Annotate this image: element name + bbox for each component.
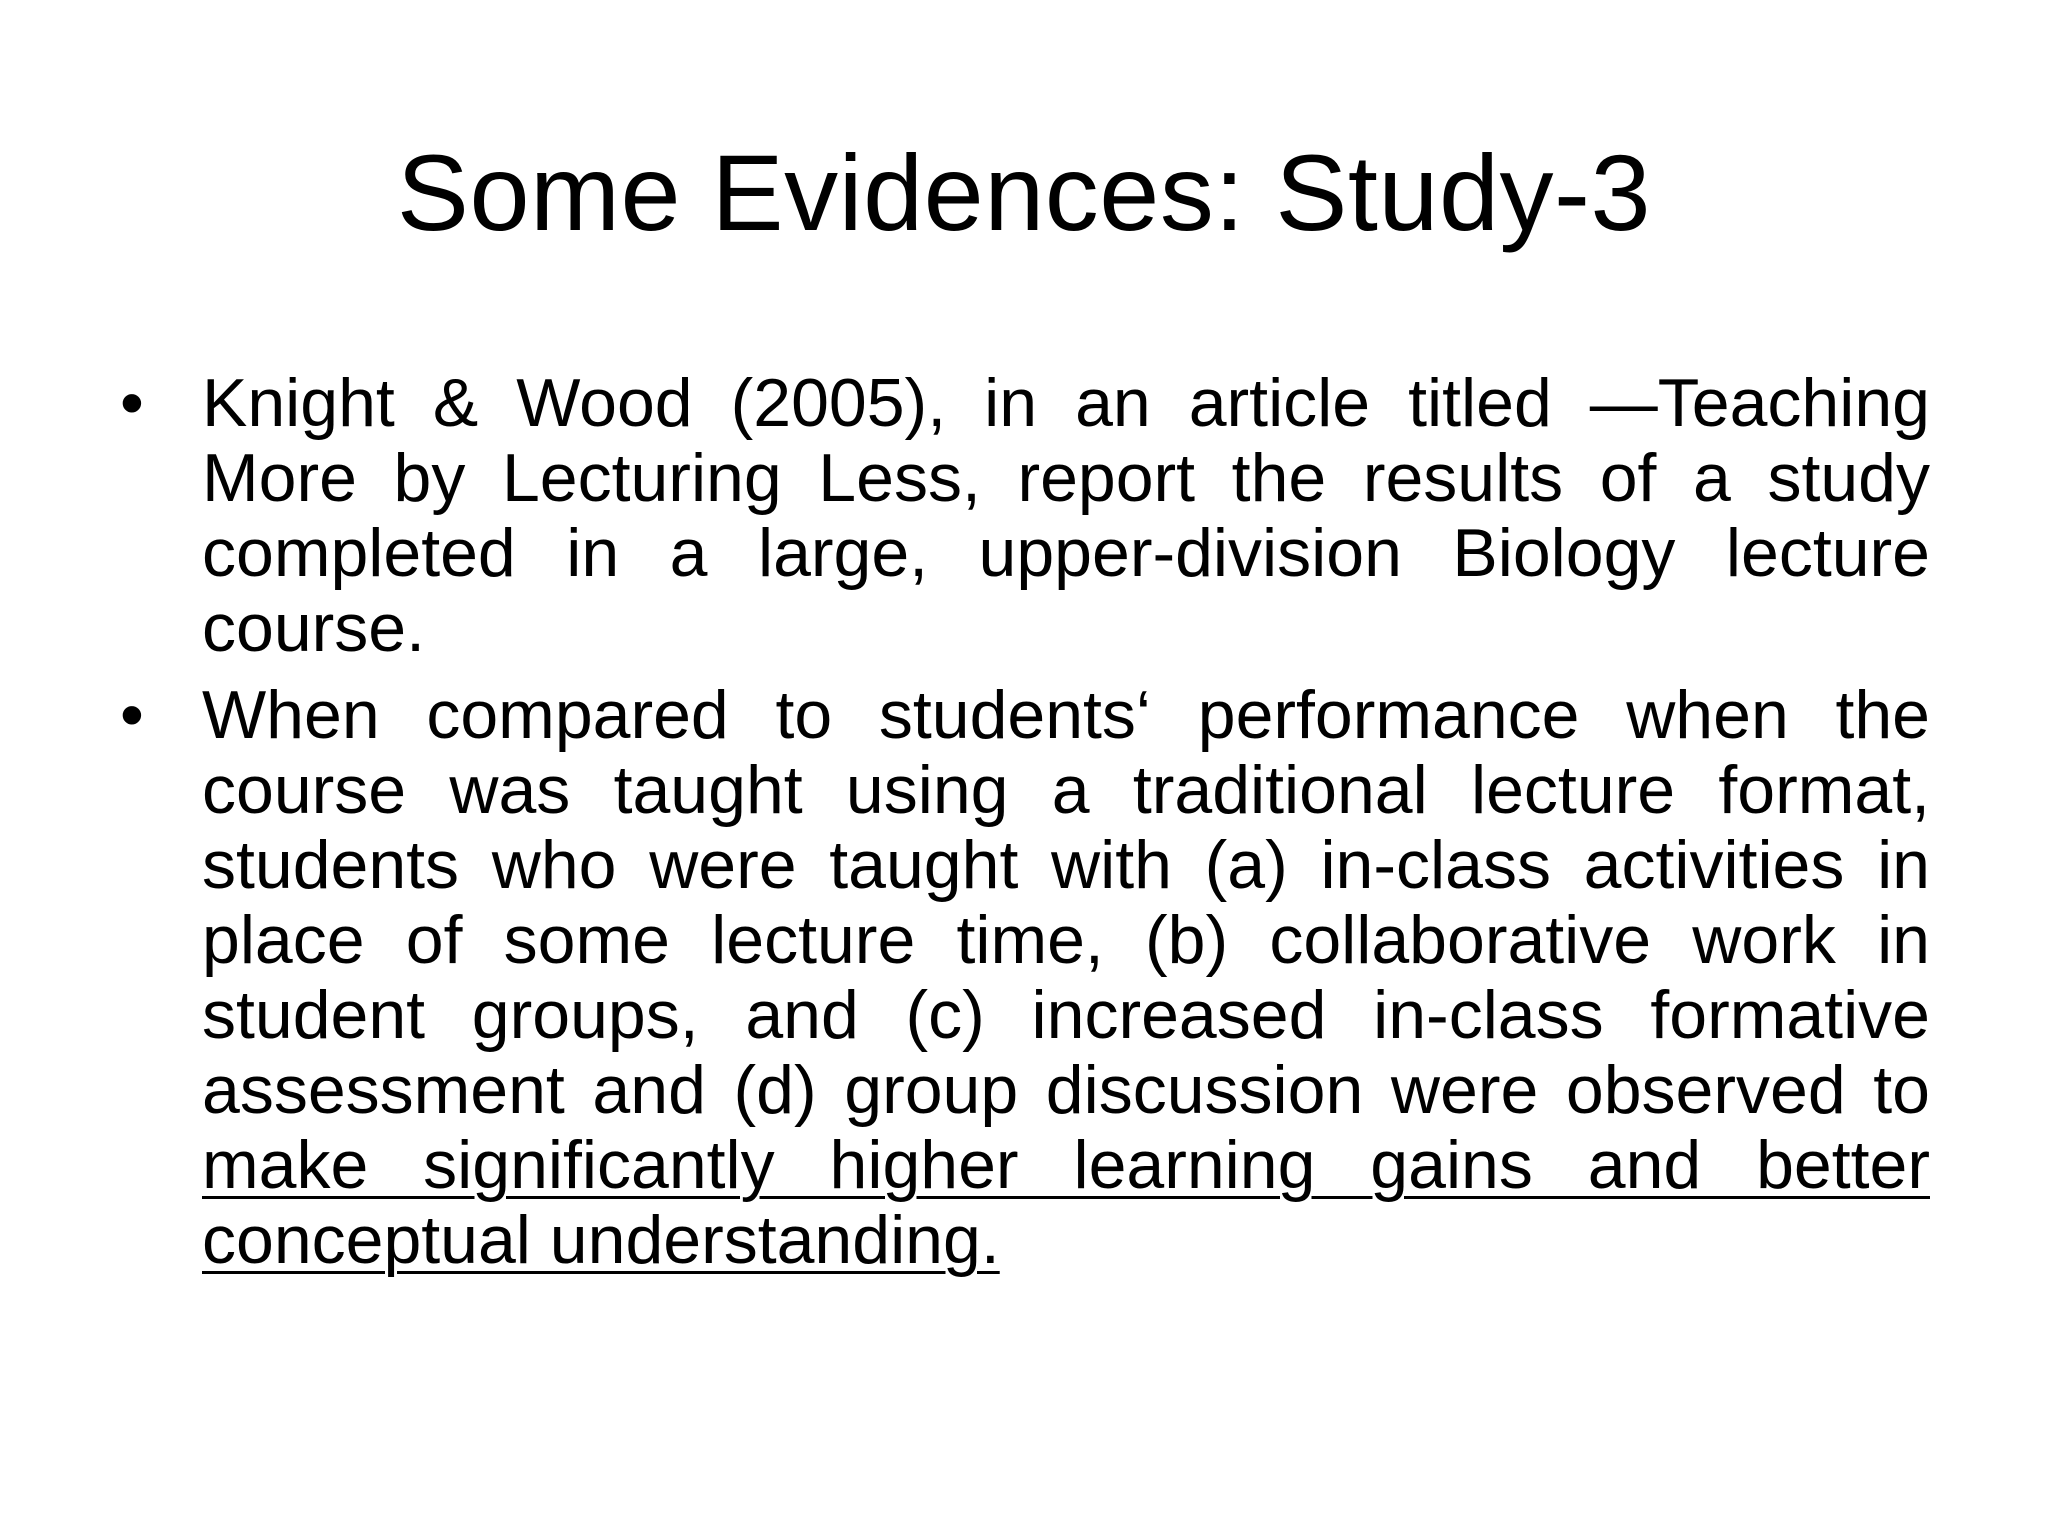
- bullet-text-2: When compared to students‘ performance when the course was taught using a traditional lecture format, students who were taught with (a) in-class activities in place of some lecture time, (b) collaborative work in student groups, and (c) increased in-class formative assessment and (d) group discussion were observed to: [202, 677, 1930, 1128]
- bullet-text-1: Knight & Wood (2005), in an article titled —Teaching More by Lecturing Less, report the results of a study completed in a large, upper-division Biology lecture course.: [202, 365, 1930, 666]
- bullet-dot-icon: •: [120, 365, 144, 441]
- slide-body: [120, 366, 1930, 1290]
- bullet-item-2: [120, 678, 1930, 1278]
- bullet-text-2-underlined: make significantly higher learning gains and better conceptual understanding.: [202, 1127, 1930, 1278]
- bullet-dot-icon: •: [120, 677, 144, 753]
- slide-title: Some Evidences: Study-3: [396, 132, 1652, 253]
- bullet-item-1: [120, 366, 1930, 666]
